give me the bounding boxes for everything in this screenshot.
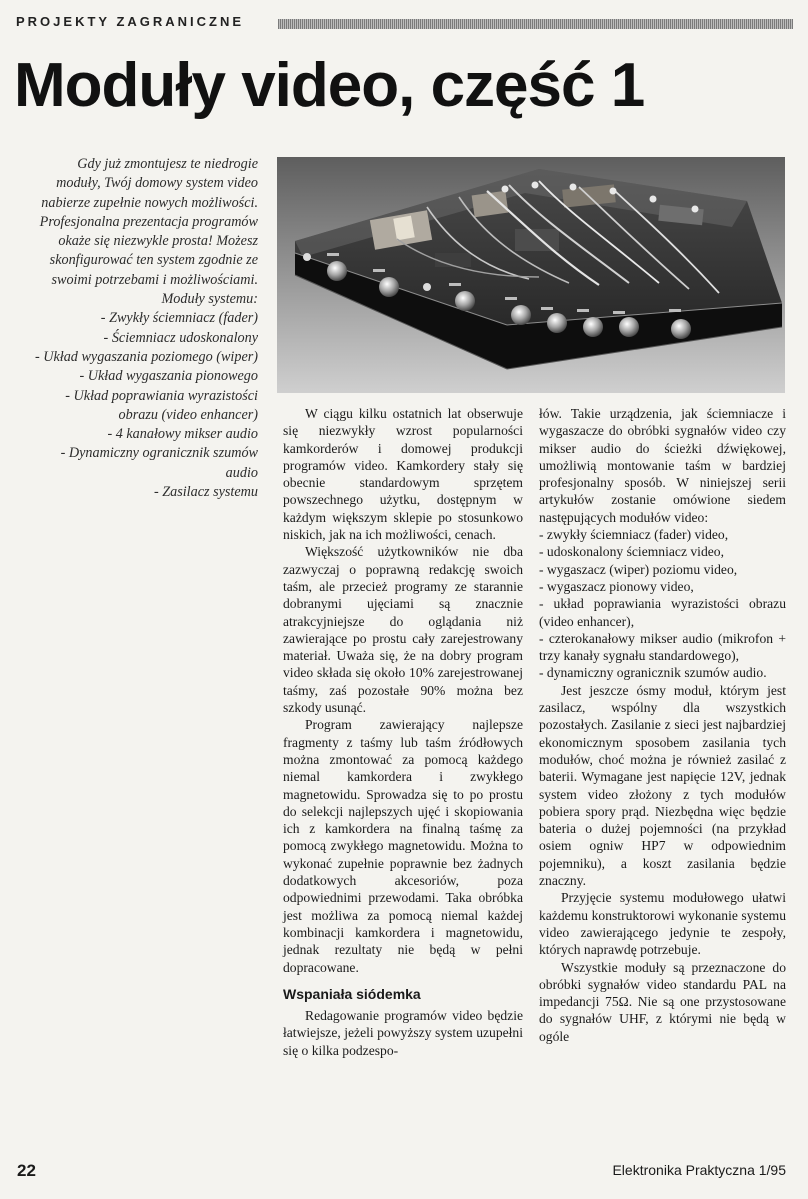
paragraph: Większość użytkowników nie dba zazwyczaj o poprawną redakcję swoich taśm, ale przecież programy ze starannie dobranymi ujęciami są znacznie atrakcyjniejsze do oglądania niż zawierające po prostu cały zarejestrowany materiał. Uważa się, że na dobry program video składa się około 10% zarejestrowanej taśmy, zaś pozostałe 90% można bez szkody usunąć. [283, 544, 523, 716]
section-header: PROJEKTY ZAGRANICZNE [16, 14, 245, 29]
module-list-item: - Układ poprawiania wyrazistości obrazu (video enhancer) [65, 387, 258, 423]
paragraph: Program zawierający najlepsze fragmenty z taśmy lub taśm źródłowych można zmontować za pomocą każdego niemal kamkordera i zwykłego magnetowidu. Sprowadza się to po prostu do selekcji najlepszych ujęć i skopiowania ich z kamkordera na finalną taśmę za pomocą zwykłego magnetowidu. Można to wykonać zupełnie poprawnie bez żadnych dodatkowych akcesoriów, poza odpowiednimi przewodami. Taka obróbka jest możliwa za pomocą niemal każdej kombinacji kamkordera i magnetowidu, jednak rezultaty nie będą w pełni dopracowane. [283, 717, 523, 975]
intro-lead: Gdy już zmontujesz te niedrogie moduły, Twój domowy system video nabierze zupełnie nowych możliwości. Profesjonalna prezentacja programów okaże się niezwykle prosta! Możesz skonfigurować ten system zgodnie ze swoimi potrzebami i możliwościami. [39, 156, 258, 288]
module-list-item: - Zasilacz systemu [153, 484, 258, 501]
column-left [283, 405, 523, 1059]
subheading: Wspaniała siódemka [283, 985, 421, 1002]
module-list-item: - Układ wygaszania poziomego (wiper) [34, 348, 258, 365]
paragraph: Wszystkie moduły są przeznaczone do obróbki sygnałów video standardu PAL na impedancji 75Ω. Nie są one przystosowane do sygnałów UHF, z którymi nie będą w ogóle [539, 959, 786, 1044]
module-list-title: Moduły systemu: [161, 291, 258, 308]
video-module-item: - udoskonalony ściemniacz video, [539, 544, 724, 560]
module-list-item: - Układ wygaszania pionowego [79, 368, 258, 385]
section-rule [278, 19, 793, 29]
video-module-item: - dynamiczny ogranicznik szumów audio. [539, 665, 767, 681]
module-list-item: - Dynamiczny ogranicznik szumów audio [60, 445, 258, 481]
article-title: Moduły video, część 1 [14, 51, 645, 120]
page-number: 22 [17, 1161, 36, 1180]
module-list [30, 309, 258, 502]
paragraph: W ciągu kilku ostatnich lat obserwuje się niezwykły wzrost popularności kamkorderów i domowej produkcji programów video. Kamkordery stały się obecnie standardowym sprzętem powszechnego użytku, dostępnym w każdym większym sklepie po stosunkowo niskich, jak na ich możliwości, cenach. [283, 406, 523, 543]
paragraph: łów. Takie urządzenia, jak ściemniacze i wygaszacze do obróbki sygnałów video czy mikser audio do ścieżki dźwiękowej, umożliwią montowanie taśm w bardziej profesjonalny sposób. W niniejszej serii artykułów zostanie omówione siedem następujących modułów video: [539, 406, 786, 525]
paragraph: Jest jeszcze ósmy moduł, którym jest zasilacz, wspólny dla wszystkich pozostałych. Zasilanie z sieci jest najbardziej ekonomicznym sposobem zasilania tych modułów, choć można je również zasilać z baterii. Wymagane jest napięcie 12V, jednak system video złożony z tych modułów pobiera spory prąd. Niezbędna więc będzie bateria o dużej pojemności (na przykład osiem ogniw HP7 w odpowiednim pojemniku), a koszt zasilania będzie znaczny. [539, 682, 786, 889]
video-module-item: - wygaszacz (wiper) poziomu video, [539, 561, 738, 577]
video-module-list [539, 526, 786, 682]
video-module-item: - czterokanałowy mikser audio (mikrofon + trzy kanały sygnału standardowego), [539, 630, 786, 664]
intro-sidebar [30, 155, 258, 502]
paragraph: Przyjęcie systemu modułowego ułatwi każdemu konstruktorowi wykonanie systemu video zawierającego jedynie te zespoły, których naprawdę potrzebuje. [539, 890, 786, 958]
paragraph: Redagowanie programów video będzie łatwiejsze, jeżeli powyższy system uzupełni się o kilka podzespo- [283, 1008, 523, 1058]
video-module-item: - wygaszacz pionowy video, [539, 578, 694, 594]
module-list-item: - 4 kanałowy mikser audio [107, 426, 258, 443]
module-list-item: - Ściemniacz udoskonalony [103, 329, 258, 346]
journal-footer: Elektronika Praktyczna 1/95 [612, 1162, 786, 1178]
video-module-item: - zwykły ściemniacz (fader) video, [539, 527, 729, 543]
column-right [539, 405, 786, 1045]
module-list-item: - Zwykły ściemniacz (fader) [100, 310, 258, 327]
device-photo [277, 157, 785, 393]
video-module-item: - układ poprawiania wyrazistości obrazu (video enhancer), [539, 596, 786, 629]
